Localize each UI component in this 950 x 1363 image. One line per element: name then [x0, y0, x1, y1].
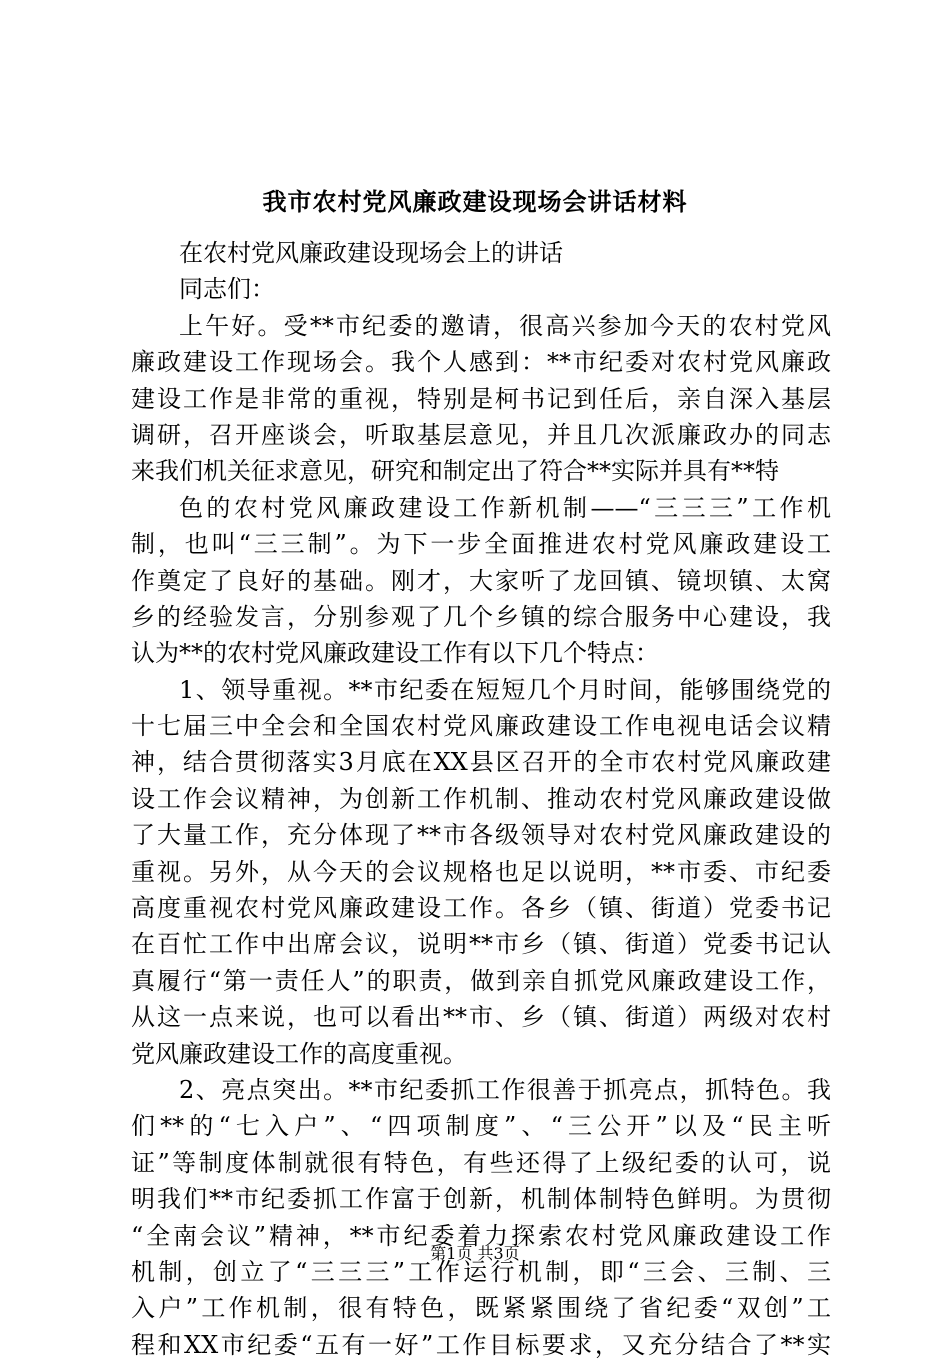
text-line: 机制，创立了“三三三”工作运行机制，即“三会、三制、三: [131, 1257, 831, 1286]
text-line: 入户”工作机制，很有特色，既紧紧围绕了省纪委“双创”工: [131, 1294, 831, 1323]
text-line: 建设工作是非常的重视，特别是柯书记到任后，亲自深入基层: [131, 384, 831, 413]
text-line: 同志们：: [179, 275, 275, 304]
text-line: 程和XX市纪委“五有一好”工作目标要求，又充分结合了**实: [131, 1330, 831, 1359]
text-line: 制，也叫“三三制”。为下一步全面推进农村党风廉政建设工: [131, 530, 831, 559]
text-line: 在农村党风廉政建设现场会上的讲话: [179, 239, 563, 267]
text-line: 廉政建设工作现场会。我个人感到：**市纪委对农村党风廉政: [131, 348, 831, 377]
text-line: 在百忙工作中出席会议，说明**市乡（镇、街道）党委书记认: [131, 930, 831, 959]
text-line: 十七届三中全会和全国农村党风廉政建设工作电视电话会议精: [131, 712, 831, 741]
page-footer: 第1页 共3页: [430, 1244, 520, 1263]
text-line: 设工作会议精神，为创新工作机制、推动农村党风廉政建设做: [131, 784, 831, 813]
text-line: 高度重视农村党风廉政建设工作。各乡（镇、街道）党委书记: [131, 894, 831, 923]
text-line: 认为**的农村党风廉政建设工作有以下几个特点：: [131, 639, 659, 668]
text-line: 神，结合贯彻落实3月底在XX县区召开的全市农村党风廉政建: [131, 748, 831, 777]
text-line: 1、领导重视。**市纪委在短短几个月时间，能够围绕党的: [179, 675, 831, 704]
text-line: 调研，召开座谈会，听取基层意见，并且几次派廉政办的同志: [131, 420, 831, 449]
text-line: 党风廉政建设工作的高度重视。: [131, 1039, 467, 1068]
text-line: “全南会议”精神，**市纪委着力探索农村党风廉政建设工作: [131, 1221, 831, 1250]
text-line: 乡的经验发言，分别参观了几个乡镇的综合服务中心建设，我: [131, 602, 831, 631]
document-body: [131, 235, 831, 1363]
text-line: 了大量工作，充分体现了**市各级领导对农村党风廉政建设的: [131, 821, 831, 850]
text-line: 真履行“第一责任人”的职责，做到亲自抓党风廉政建设工作，: [131, 966, 831, 995]
text-line: 重视。另外，从今天的会议规格也足以说明，**市委、市纪委: [131, 857, 831, 886]
text-line: 2、亮点突出。**市纪委抓工作很善于抓亮点，抓特色。我: [179, 1075, 831, 1104]
text-line: 上午好。受**市纪委的邀请，很高兴参加今天的农村党风: [179, 311, 831, 340]
text-line: 证”等制度体制就很有特色，有些还得了上级纪委的认可，说: [131, 1148, 831, 1177]
document-title: 我市农村党风廉政建设现场会讲话材料: [262, 187, 688, 216]
text-line: 作奠定了良好的基础。刚才，大家听了龙回镇、镜坝镇、太窝: [131, 566, 831, 595]
text-line: 从这一点来说，也可以看出**市、乡（镇、街道）两级对农村: [131, 1003, 831, 1032]
text-line: 色的农村党风廉政建设工作新机制——“三三三”工作机: [179, 493, 831, 522]
text-line: 明我们**市纪委抓工作富于创新，机制体制特色鲜明。为贯彻: [131, 1185, 831, 1214]
text-line: 们**的“七入户”、“四项制度”、“三公开”以及“民主听: [131, 1112, 831, 1141]
text-line: 来我们机关征求意见，研究和制定出了符合**实际并具有**特: [131, 457, 779, 486]
